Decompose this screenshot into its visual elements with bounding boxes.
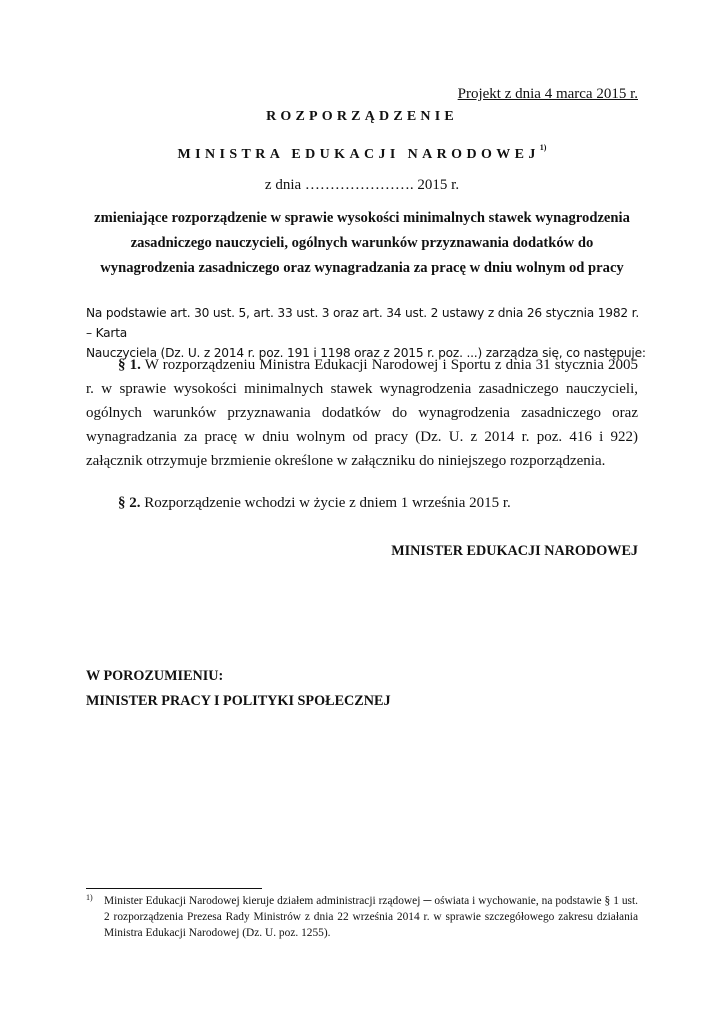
footnote-text: Minister Edukacji Narodowej kieruje działem administracji rządowej ─ oświata i wychowanie, na podstawie § 1 ust. 2 rozporządzenia Prezesa Rady Ministrów z dnia 22 września 2014 r. w sprawie szczegółowego zakresu działania Ministra Edukacji Narodowej (Dz. U. poz. 1255). xyxy=(104,895,638,939)
section-1 xyxy=(86,353,638,473)
section-text: Rozporządzenie wchodzi w życie z dniem 1 września 2015 r. xyxy=(144,495,511,511)
agreement-heading: W POROZUMIENIU: xyxy=(86,668,224,684)
footnote-separator xyxy=(86,888,262,889)
agreement-minister: MINISTER PRACY I POLITYKI SPOŁECZNEJ xyxy=(86,693,391,709)
footnote-reference[interactable]: 1) xyxy=(539,143,547,152)
footnote-mark: 1) xyxy=(86,893,93,902)
legal-basis-line: Na podstawie art. 30 ust. 5, art. 33 ust. 3 oraz art. 34 ust. 2 ustawy z dnia 26 stycznia 1982 r. – Karta xyxy=(86,306,640,340)
legal-basis-line: Nauczyciela (Dz. U. z 2014 r. poz. 191 i 1198 oraz z 2015 r. poz. ...) zarządza się, co następuje: xyxy=(86,346,646,360)
section-label: § 1. xyxy=(118,357,141,373)
signature-block: MINISTER EDUKACJI NARODOWEJ xyxy=(391,543,638,559)
subject-line: zasadniczego nauczycieli, ogólnych warunków przyznawania dodatków do xyxy=(130,235,594,251)
agreement-block xyxy=(86,664,391,714)
subject-line: zmieniające rozporządzenie w sprawie wysokości minimalnych stawek wynagrodzenia xyxy=(94,210,630,226)
document-title: ROZPORZĄDZENIE xyxy=(266,109,458,124)
issue-date-line: z dnia …………………. 2015 r. xyxy=(264,177,460,193)
section-text: W rozporządzeniu Ministra Edukacji Narodowej i Sportu z dnia 31 stycznia 2005 r. w sprawie wysokości minimalnych stawek wynagrodzenia zasadniczego nauczycieli, ogólnych warunków przyznawania dodatków do wynagrodzenia zasadniczego oraz wynagradzania za pracę w dniu wolnym od pracy (Dz. U. z 2014 r. poz. 416 i 922) załącznik otrzymuje brzmienie określone w załączniku do niniejszego rozporządzenia. xyxy=(86,357,639,469)
regulation-subject xyxy=(86,206,638,281)
subject-line: wynagrodzenia zasadniczego oraz wynagradzania za pracę w dniu wolnym od pracy xyxy=(100,260,624,276)
footnote xyxy=(86,893,638,941)
section-label: § 2. xyxy=(118,495,141,511)
issuing-minister xyxy=(0,143,724,163)
project-date: Projekt z dnia 4 marca 2015 r. xyxy=(457,86,638,102)
minister-name: MINISTRA EDUKACJI NARODOWEJ xyxy=(177,147,540,162)
section-2 xyxy=(86,491,638,515)
